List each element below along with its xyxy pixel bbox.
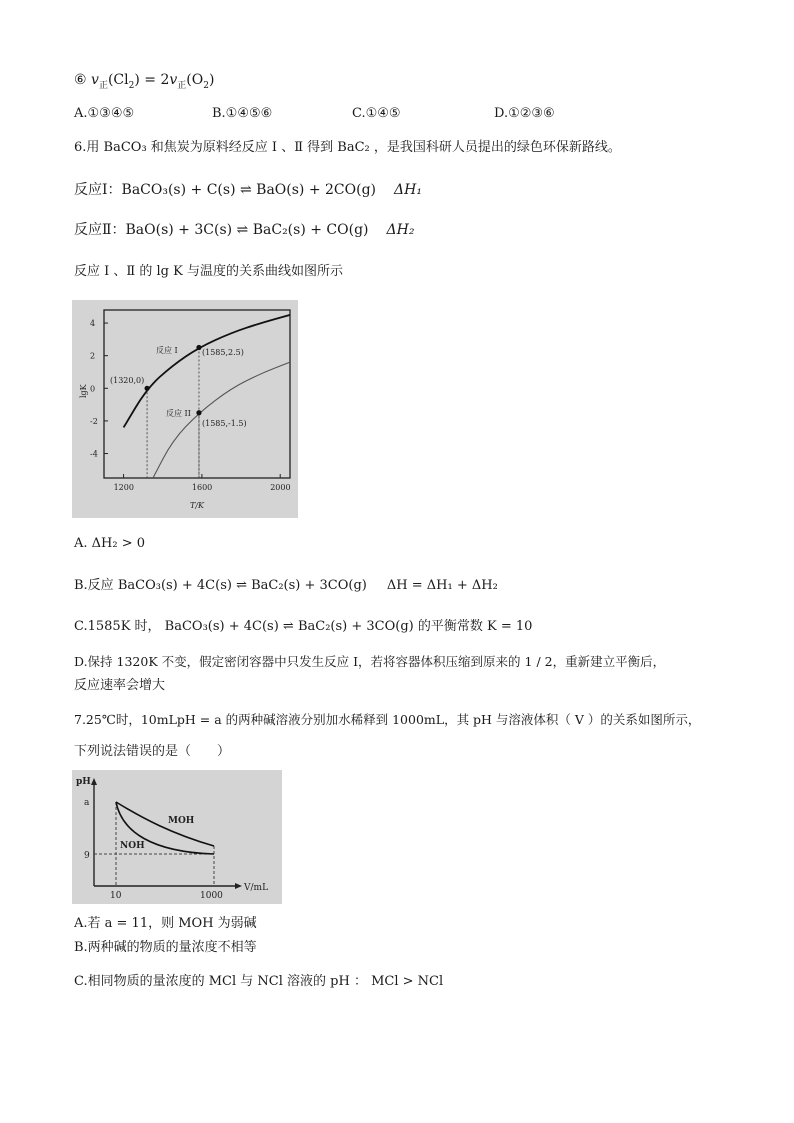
- data-point: [196, 410, 201, 415]
- point-label-1320: (1320,0): [110, 376, 145, 385]
- chart2-xlabel: V/mL: [244, 883, 269, 893]
- moh-curve: [116, 802, 214, 846]
- q7-option-b[interactable]: B.两种碱的物质的量浓度不相等: [74, 940, 257, 955]
- q6-graph-intro: 反应 Ⅰ 、Ⅱ 的 lg K 与温度的关系曲线如图所示: [74, 264, 343, 279]
- q7-stem-line2: 下列说法错误的是（ ）: [74, 744, 231, 759]
- curve1-label: 反应 I: [156, 346, 178, 355]
- lgk-temperature-figure: [72, 300, 298, 518]
- y-tick-label: 0: [90, 384, 96, 394]
- q5-item6: ⑥ $v_正(Cl_2) = 2v_正(O_2)$: [74, 72, 215, 91]
- plot-frame: [104, 310, 290, 478]
- data-point: [144, 386, 149, 391]
- y-tick-label: 2: [90, 351, 96, 361]
- q6-stem: 6.用 BaCO₃ 和焦炭为原料经反应 Ⅰ 、Ⅱ 得到 BaC₂ ，是我国科研人员提出的绿色环保新路线。: [74, 140, 621, 155]
- chart2-a-label: a: [84, 798, 90, 808]
- ph-volume-chart: [72, 770, 282, 904]
- x-tick-label: 1600: [191, 483, 213, 492]
- reaction1-curve: [124, 315, 290, 428]
- chart2-nine-label: 9: [84, 851, 90, 861]
- volume-axis-arrow: [235, 883, 242, 889]
- ph-volume-figure: [72, 770, 282, 904]
- chart1-xlabel: T/K: [190, 501, 205, 510]
- noh-label: NOH: [120, 841, 145, 851]
- q5-option-b[interactable]: B.①④⑤⑥: [212, 106, 273, 121]
- q6-reaction-2: 反应Ⅱ：BaO(s) + 3C(s) ⇌ BaC₂(s) + CO(g) ΔH₂: [74, 222, 415, 238]
- q7-stem-line1: 7.25℃时，10mLpH = a 的两种碱溶液分别加水稀释到 1000mL，其 pH 与溶液体积（ V ）的关系如图所示，: [74, 712, 701, 727]
- chart1-ylabel: lgK: [79, 384, 88, 398]
- x-tick-label: 2000: [270, 483, 291, 492]
- chart2-x10-label: 10: [110, 891, 122, 901]
- q6-option-c[interactable]: C.1585K 时， BaCO₃(s) + 4C(s) ⇌ BaC₂(s) + 3CO(g) 的平衡常数 K = 10: [74, 619, 533, 634]
- x-tick-label: 1200: [113, 483, 134, 492]
- y-tick-label: 4: [90, 319, 96, 329]
- q6-option-a[interactable]: A. ΔH₂ > 0: [74, 536, 146, 551]
- point-label-1585-low: (1585,-1.5): [202, 419, 247, 428]
- y-tick-label: -2: [90, 416, 98, 426]
- chart2-x1000-label: 1000: [200, 891, 223, 901]
- moh-label: MOH: [168, 816, 195, 826]
- y-tick-label: -4: [90, 449, 98, 459]
- lgk-temperature-chart: [72, 300, 298, 518]
- q6-reaction-1: 反应Ⅰ：BaCO₃(s) + C(s) ⇌ BaO(s) + 2CO(g) ΔH₁: [74, 182, 422, 198]
- point-label-1585-high: (1585,2.5): [202, 348, 244, 357]
- q6-option-b[interactable]: B.反应 BaCO₃(s) + 4C(s) ⇌ BaC₂(s) + 3CO(g) ΔH = ΔH₁ + ΔH₂: [74, 578, 498, 593]
- q7-option-a[interactable]: A.若 a = 11，则 MOH 为弱碱: [74, 916, 257, 931]
- ph-axis-arrow: [91, 778, 97, 785]
- chart2-ylabel: pH: [76, 777, 91, 787]
- q6-option-d-line2: 反应速率会增大: [74, 678, 166, 693]
- curve2-label: 反应 II: [166, 409, 191, 418]
- q7-option-c[interactable]: C.相同物质的量浓度的 MCl 与 NCl 溶液的 pH ： MCl > NCl: [74, 974, 444, 989]
- q6-option-d-line1[interactable]: D.保持 1320K 不变，假定密闭容器中只发生反应 Ⅰ，若将容器体积压缩到原来的 1 / 2，重新建立平衡后，: [74, 654, 666, 669]
- q5-option-d[interactable]: D.①②③⑥: [494, 106, 555, 121]
- q5-option-a[interactable]: A.①③④⑤: [74, 106, 135, 121]
- data-point: [196, 345, 201, 350]
- q5-option-c[interactable]: C.①④⑤: [352, 106, 401, 121]
